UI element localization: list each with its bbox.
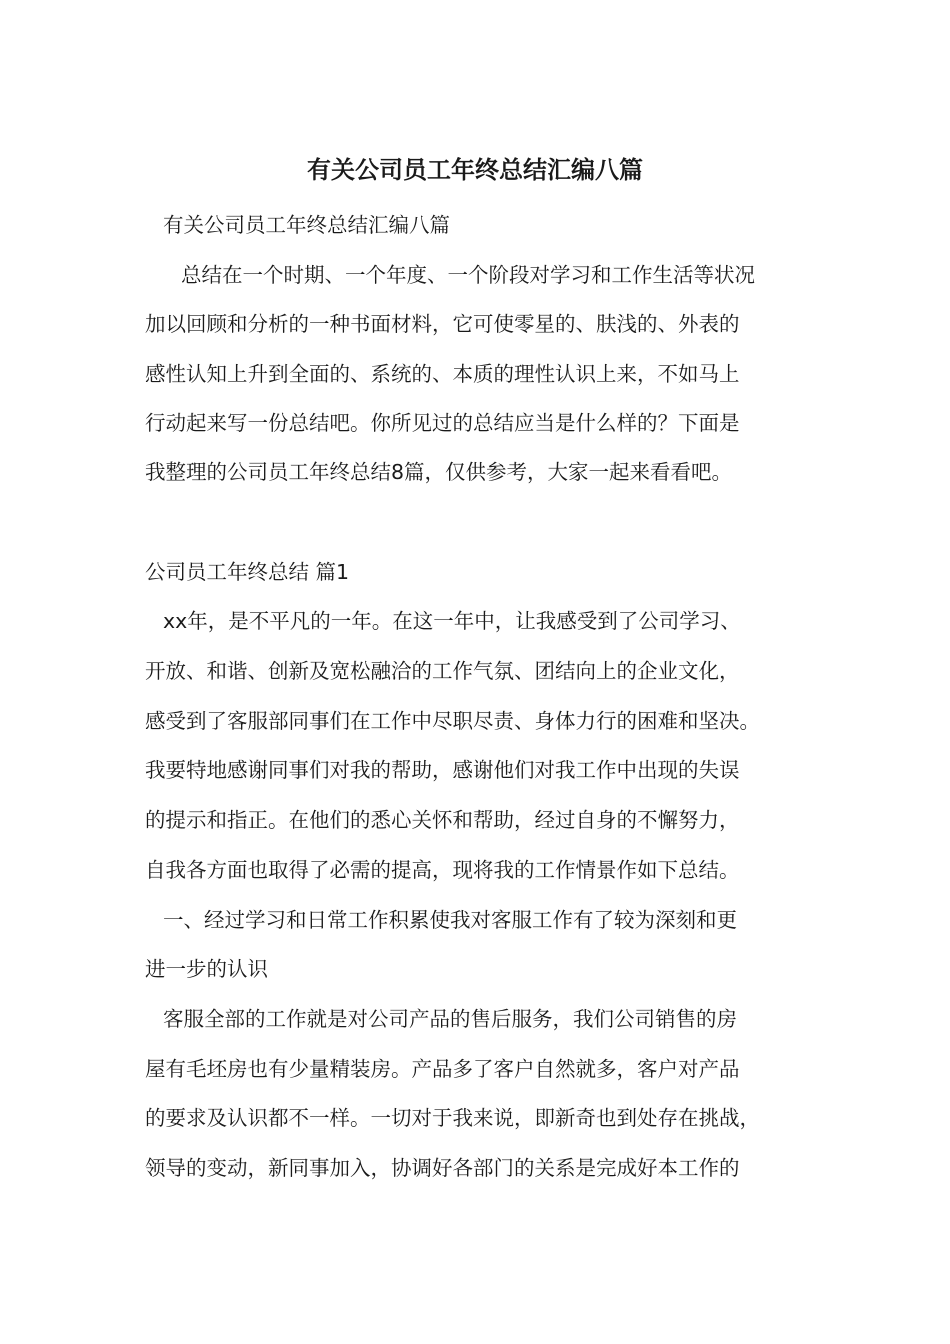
- body-line: 领导的变动，新同事加入，协调好各部门的关系是完成好本工作的: [145, 1156, 740, 1180]
- body-line: 的提示和指正。在他们的悉心关怀和帮助，经过自身的不懈努力，: [145, 808, 740, 832]
- section-heading: 公司员工年终总结 篇1: [145, 560, 350, 584]
- body-line: 一、经过学习和日常工作积累使我对客服工作有了较为深刻和更: [163, 908, 737, 932]
- body-line: 客服全部的工作就是对公司产品的售后服务，我们公司销售的房: [163, 1007, 737, 1031]
- intro-line: 总结在一个时期、一个年度、一个阶段对学习和工作生活等状况: [181, 263, 755, 287]
- body-line: 我要特地感谢同事们对我的帮助，感谢他们对我工作中出现的失误: [145, 758, 740, 782]
- document-title: 有关公司员工年终总结汇编八篇: [307, 156, 643, 184]
- intro-line: 加以回顾和分析的一种书面材料，它可使零星的、肤浅的、外表的: [145, 312, 740, 336]
- body-line: 进一步的认识: [145, 957, 268, 981]
- intro-line: 感性认知上升到全面的、系统的、本质的理性认识上来，不如马上: [145, 362, 740, 386]
- body-line: 屋有毛坯房也有少量精装房。产品多了客户自然就多，客户对产品: [145, 1057, 740, 1081]
- body-line: xx年，是不平凡的一年。在这一年中，让我感受到了公司学习、: [163, 609, 741, 633]
- body-line: 自我各方面也取得了必需的提高，现将我的工作情景作如下总结。: [145, 858, 740, 882]
- intro-line: 我整理的公司员工年终总结8篇，仅供参考，大家一起来看看吧。: [145, 460, 733, 484]
- intro-line: 行动起来写一份总结吧。你所见过的总结应当是什么样的？下面是: [145, 411, 740, 435]
- body-line: 开放、和谐、创新及宽松融洽的工作气氛、团结向上的企业文化，: [145, 659, 740, 683]
- body-line: 感受到了客服部同事们在工作中尽职尽责、身体力行的困难和坚决。: [145, 709, 760, 733]
- body-line: 的要求及认识都不一样。一切对于我来说，即新奇也到处存在挑战，: [145, 1106, 760, 1130]
- document-subtitle: 有关公司员工年终总结汇编八篇: [163, 213, 450, 237]
